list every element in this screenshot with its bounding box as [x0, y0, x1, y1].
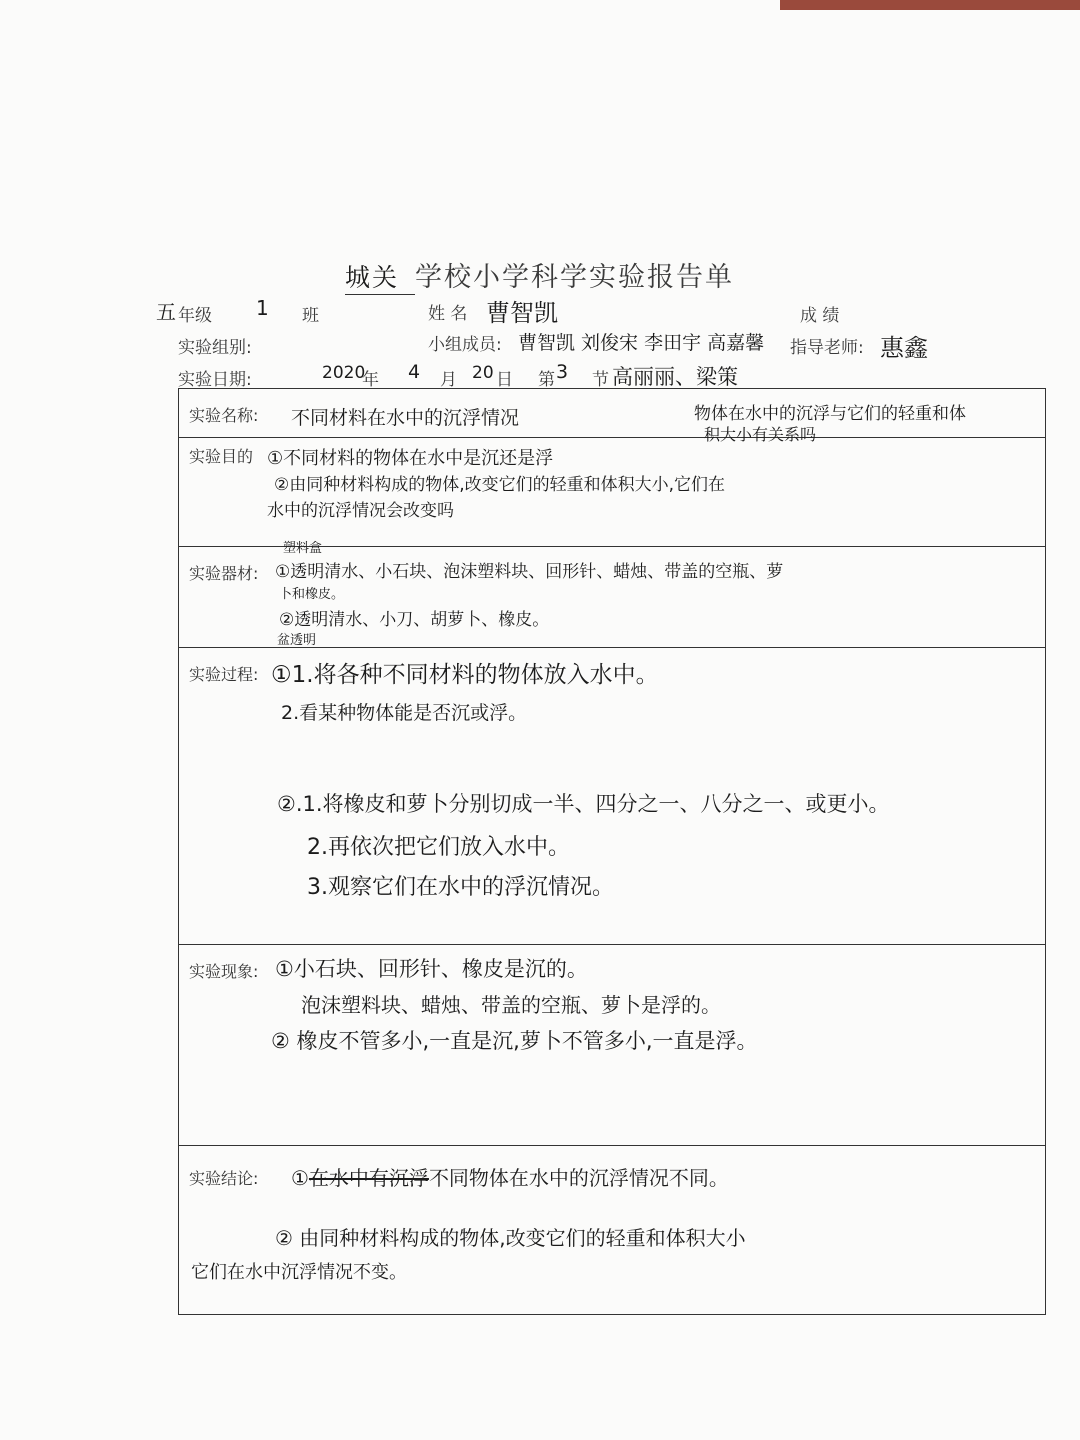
month-handwritten: 4 [408, 361, 421, 383]
phenomenon-line-1: ①小石块、回形针、橡皮是沉的。 [275, 957, 588, 981]
student-name-handwritten: 曹智凯 [486, 299, 558, 327]
conclusion-line-1 [291, 1162, 729, 1191]
purpose-line-3: 水中的沉浮情况会改变吗 [267, 501, 454, 521]
day-handwritten: 20 [472, 363, 494, 383]
teacher-label: 指导老师: [790, 338, 864, 358]
section-process-label: 实验过程: [189, 665, 259, 684]
section-materials-label: 实验器材: [189, 564, 259, 583]
period-prefix: 第 [538, 370, 555, 390]
conclusion-struck-text: 在水中有沉浮 [308, 1166, 429, 1190]
name-label: 姓 名 [428, 304, 468, 324]
experiment-name-note-2: 积大小有关系吗 [704, 425, 817, 444]
section-materials [179, 541, 1046, 648]
process-line-3: ②.1.将橡皮和萝卜分别切成一半、四分之一、八分之一、或更小。 [277, 792, 890, 816]
materials-line-2: 卜和橡皮。 [279, 587, 345, 602]
materials-note-above: 塑料盒 [283, 541, 323, 556]
materials-line-1: ①透明清水、小石块、泡沫塑料块、回形针、蜡烛、带盖的空瓶、萝 [275, 562, 784, 582]
grade-handwritten: 五 [156, 300, 176, 324]
members-handwritten: 曹智凯 刘俊宋 李田宇 高嘉馨 [518, 332, 765, 354]
group-label: 实验组别: [178, 338, 252, 358]
report-table [178, 388, 1046, 1315]
day-label: 日 [496, 370, 513, 390]
section-process [179, 648, 1046, 945]
period-handwritten: 3 [556, 361, 569, 383]
process-line-5: 3.观察它们在水中的浮沉情况。 [307, 875, 614, 900]
section-phenomenon [179, 945, 1046, 1146]
report-title [345, 255, 734, 295]
purpose-line-2: ②由同种材料构成的物体,改变它们的轻重和体积大小,它们在 [274, 475, 726, 495]
extra-members-handwritten: 高丽丽、梁策 [612, 365, 738, 389]
title-text: 学校小学科学实验报告单 [415, 262, 734, 293]
year-handwritten: 2020 [322, 363, 366, 383]
class-handwritten: 1 [256, 296, 269, 320]
materials-line-3: ②透明清水、小刀、胡萝卜、橡皮。 [279, 610, 550, 630]
month-label: 月 [440, 370, 457, 390]
section-conclusion-label: 实验结论: [189, 1169, 259, 1188]
score-label: 成 绩 [800, 306, 840, 326]
materials-note-below: 盆透明 [277, 633, 317, 648]
conclusion-prefix: ① [291, 1166, 309, 1190]
conclusion-line-3: 它们在水中沉浮情况不变。 [191, 1262, 407, 1283]
process-line-2: 2.看某种物体能是否沉或浮。 [281, 702, 528, 724]
class-label: 班 [302, 306, 319, 326]
date-label: 实验日期: [178, 370, 252, 390]
section-purpose-label: 实验目的 [189, 447, 254, 466]
conclusion-line-2: ② 由同种材料构成的物体,改变它们的轻重和体积大小 [275, 1226, 746, 1250]
process-line-1: ①1.将各种不同材料的物体放入水中。 [271, 662, 659, 688]
period-label: 节 [592, 370, 609, 390]
purpose-line-1: ①不同材料的物体在水中是沉还是浮 [267, 448, 554, 469]
section-phenomenon-label: 实验现象: [189, 962, 259, 981]
section-conclusion [179, 1146, 1046, 1315]
year-label: 年 [362, 370, 379, 390]
phenomenon-line-2: 泡沫塑料块、蜡烛、带盖的空瓶、萝卜是浮的。 [301, 993, 721, 1017]
conclusion-line-1-text: 不同物体在水中的沉浮情况不同。 [428, 1166, 729, 1190]
experiment-name: 不同材料在水中的沉浮情况 [291, 407, 520, 429]
table-edge [780, 0, 1080, 10]
grade-label: 年级 [178, 306, 212, 326]
experiment-name-note-1: 物体在水中的沉浮与它们的轻重和体 [694, 404, 966, 424]
section-purpose [179, 438, 1046, 547]
school-name-handwritten: 城关 [345, 258, 415, 295]
teacher-handwritten: 惠鑫 [880, 334, 928, 362]
section-name [179, 389, 1046, 444]
section-name-label: 实验名称: [189, 406, 259, 425]
members-label: 小组成员: [428, 335, 502, 355]
process-line-4: 2.再依次把它们放入水中。 [307, 835, 570, 860]
phenomenon-line-3: ② 橡皮不管多小,一直是沉,萝卜不管多小,一直是浮。 [271, 1029, 758, 1053]
